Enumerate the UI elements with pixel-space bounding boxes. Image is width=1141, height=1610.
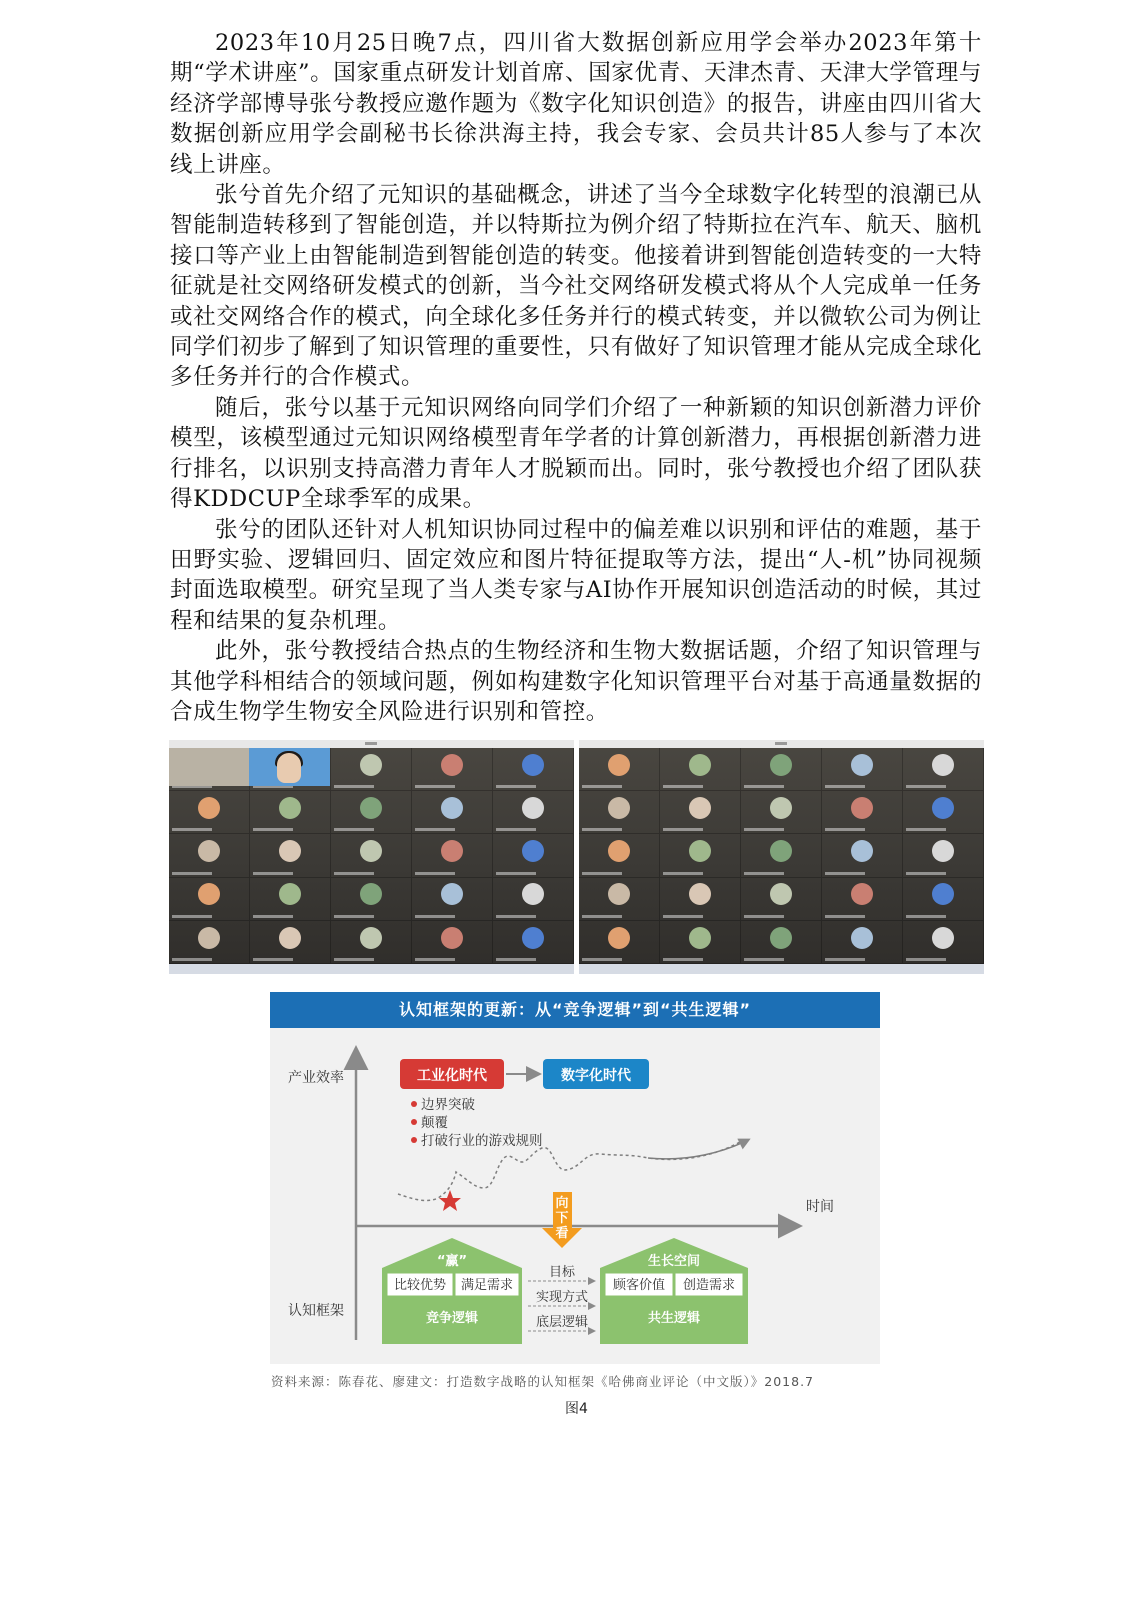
avatar: [522, 754, 544, 776]
avatar: [441, 883, 463, 905]
participant-tile: [741, 878, 822, 921]
avatar: [851, 883, 873, 905]
participant-tile: [493, 791, 574, 834]
avatar: [770, 883, 792, 905]
avatar: [441, 927, 463, 949]
bullet-3: 打破行业的游戏规则: [421, 1133, 543, 1149]
avatar: [608, 754, 630, 776]
participant-tile: [579, 791, 660, 834]
participant-tile: [331, 921, 412, 964]
industrial-era-label: 工业化时代: [417, 1068, 487, 1084]
middle-label-logic: 底层逻辑: [535, 1315, 589, 1330]
digital-era-label: 数字化时代: [561, 1068, 631, 1084]
avatar: [522, 797, 544, 819]
avatar: [441, 797, 463, 819]
avatar: [932, 754, 954, 776]
participant-tile: [493, 834, 574, 877]
participant-tile: [331, 834, 412, 877]
participant-tile: [822, 791, 903, 834]
avatar: [689, 754, 711, 776]
participant-tile: [579, 921, 660, 964]
paragraph-4: 张兮的团队还针对人机知识协同过程中的偏差难以识别和评估的难题，基于田野实验、逻辑回归、固定效应和图片特征提取等方法，提出“人-机”协同视频封面选取模型。研究呈现了当人类专家与AI协作开展知识创造活动的时候，其过程和结果的复杂机理。: [170, 516, 982, 634]
paragraph-2: 张兮首先介绍了元知识的基础概念，讲述了当今全球数字化转型的浪潮已从智能制造转移到了智能创造，并以特斯拉为例介绍了特斯拉在汽车、航天、脑机接口等产业上由智能制造到智能创造的转变。他接着讲到智能创造转变的一大特征就是社交网络研发模式的创新，当今社交网络研发模式将从个人完成单一任务或社交网络合作的模式，向全球化多任务并行的模式转变，并以微软公司为例让同学们初步了解到了知识管理的重要性，只有做好了知识管理才能从完成全球化多任务并行的合作模式。: [170, 182, 982, 391]
participant-tile: [903, 834, 984, 877]
middle-labels: [528, 1264, 594, 1331]
participant-tile: [822, 748, 903, 791]
participant-tile: [741, 748, 822, 791]
left-house-base: 竞争逻辑: [425, 1311, 479, 1326]
taskbar: [579, 964, 984, 974]
avatar: [279, 883, 301, 905]
avatar: [522, 840, 544, 862]
avatar: [689, 883, 711, 905]
avatar: [441, 840, 463, 862]
right-house-base: 共生逻辑: [647, 1311, 701, 1326]
meeting-screenshots: [169, 740, 984, 974]
participant-tile: [660, 878, 741, 921]
avatar: [279, 927, 301, 949]
avatar: [770, 840, 792, 862]
bullet-1: 边界突破: [421, 1097, 475, 1113]
avatar: [441, 754, 463, 776]
avatar: [198, 797, 220, 819]
participant-tile: [822, 834, 903, 877]
paragraph-5: 此外，张兮教授结合热点的生物经济和生物大数据话题，介绍了知识管理与其他学科相结合的领域问题，例如构建数字化知识管理平台对基于高通量数据的合成生物学生物安全风险进行识别和管控。: [170, 638, 982, 725]
participant-tile: [903, 878, 984, 921]
meeting-screenshot-left: [169, 740, 574, 974]
right-house-roof: 生长空间: [647, 1254, 701, 1269]
participant-tile: [250, 834, 331, 877]
participant-tile: [822, 921, 903, 964]
participant-tile: [579, 748, 660, 791]
video-tile-classroom: [169, 748, 249, 786]
right-house-box-1: 顾客价值: [612, 1278, 666, 1293]
avatar: [851, 927, 873, 949]
cognitive-framework-figure: [270, 992, 880, 1364]
avatar: [522, 883, 544, 905]
avatar: [522, 927, 544, 949]
paragraph-3: 随后，张兮以基于元知识网络向同学们介绍了一种新颖的知识创新潜力评价模型，该模型通过元知识网络模型青年学者的计算创新潜力，再根据创新潜力进行排名，以识别支持高潜力青年人才脱颖而出。同时，张兮教授也介绍了团队获得KDDCUP全球季军的成果。: [170, 394, 982, 513]
participant-tile: [331, 878, 412, 921]
x-axis-label: 时间: [806, 1199, 834, 1215]
participant-tile: [412, 878, 493, 921]
avatar: [851, 797, 873, 819]
right-house-box-2: 创造需求: [682, 1278, 736, 1293]
avatar: [851, 754, 873, 776]
participant-tile: [660, 748, 741, 791]
bullet-2: 颠覆: [421, 1115, 448, 1131]
left-house: [382, 1238, 522, 1344]
avatar: [360, 797, 382, 819]
participant-tile: [331, 748, 412, 791]
avatar: [608, 927, 630, 949]
participant-tile: [412, 834, 493, 877]
participant-tile: [741, 921, 822, 964]
participant-tile: [169, 921, 250, 964]
figure-label: 图4: [565, 1401, 588, 1417]
avatar: [851, 840, 873, 862]
avatar: [198, 927, 220, 949]
participant-tile: [579, 878, 660, 921]
avatar: [932, 797, 954, 819]
middle-label-method: 实现方式: [535, 1290, 589, 1305]
left-house-box-2: 满足需求: [460, 1278, 514, 1293]
window-title-bar: [169, 740, 574, 748]
right-house: [600, 1238, 748, 1344]
participant-tile: [169, 834, 250, 877]
video-tile-speaker: [249, 748, 330, 786]
y-axis-top-label: 产业效率: [288, 1070, 344, 1086]
avatar: [689, 797, 711, 819]
avatar: [360, 754, 382, 776]
participant-tile: [250, 921, 331, 964]
avatar: [608, 883, 630, 905]
left-house-box-1: 比较优势: [393, 1278, 447, 1293]
avatar: [608, 840, 630, 862]
avatar: [360, 840, 382, 862]
avatar: [360, 927, 382, 949]
participant-tile: [660, 834, 741, 877]
participant-tile: [660, 921, 741, 964]
figure-source-caption: 资料来源：陈春花、廖建文：打造数字战略的认知框架《哈佛商业评论（中文版）》2018.7: [271, 1374, 814, 1389]
avatar: [770, 797, 792, 819]
participant-tile: [250, 878, 331, 921]
look-down-char-3: 看: [555, 1226, 569, 1241]
participant-tile: [822, 878, 903, 921]
participant-tile: [169, 791, 250, 834]
participant-tile: [903, 921, 984, 964]
meeting-screenshot-right: [579, 740, 984, 974]
taskbar: [169, 964, 574, 974]
avatar: [279, 797, 301, 819]
left-house-roof: “赢”: [436, 1254, 468, 1269]
star-icon: [439, 1190, 461, 1211]
participant-tile: [493, 921, 574, 964]
participant-tile: [412, 748, 493, 791]
participant-tile: [412, 921, 493, 964]
window-title-bar: [579, 740, 984, 748]
look-down-char-2: 下: [555, 1211, 569, 1226]
participant-tile: [903, 748, 984, 791]
avatar: [279, 840, 301, 862]
participant-tile: [412, 791, 493, 834]
participant-tile: [741, 791, 822, 834]
look-down-char-1: 向: [555, 1196, 569, 1211]
avatar: [932, 927, 954, 949]
avatar: [198, 883, 220, 905]
framework-diagram: [270, 992, 880, 1364]
participant-grid: [579, 748, 984, 964]
participant-tile: [250, 791, 331, 834]
participant-tile: [331, 791, 412, 834]
avatar: [198, 840, 220, 862]
paragraph-1: 2023年10月25日晚7点，四川省大数据创新应用学会举办2023年第十期“学术讲座”。国家重点研发计划首席、国家优青、天津杰青、天津大学管理与经济学部博导张兮教授应邀作题为《数字化知识创造》的报告，讲座由四川省大数据创新应用学会副秘书长徐洪海主持，我会专家、会员共计85人参与了本次线上讲座。: [170, 30, 982, 178]
avatar: [770, 754, 792, 776]
figure-title: 认知框架的更新：从“竞争逻辑”到“共生逻辑”: [270, 992, 880, 1028]
participant-tile: [660, 791, 741, 834]
participant-tile: [579, 834, 660, 877]
participant-tile: [169, 878, 250, 921]
participant-tile: [903, 791, 984, 834]
avatar: [932, 840, 954, 862]
participant-tile: [493, 748, 574, 791]
avatar: [360, 883, 382, 905]
trajectory-curve: [398, 1142, 740, 1201]
avatar: [608, 797, 630, 819]
avatar: [689, 840, 711, 862]
article-body: [170, 28, 982, 727]
participant-tile: [741, 834, 822, 877]
participant-tile: [493, 878, 574, 921]
middle-label-goal: 目标: [548, 1265, 576, 1280]
avatar: [770, 927, 792, 949]
avatar: [932, 883, 954, 905]
y-axis-bottom-label: 认知框架: [288, 1303, 344, 1319]
avatar: [689, 927, 711, 949]
